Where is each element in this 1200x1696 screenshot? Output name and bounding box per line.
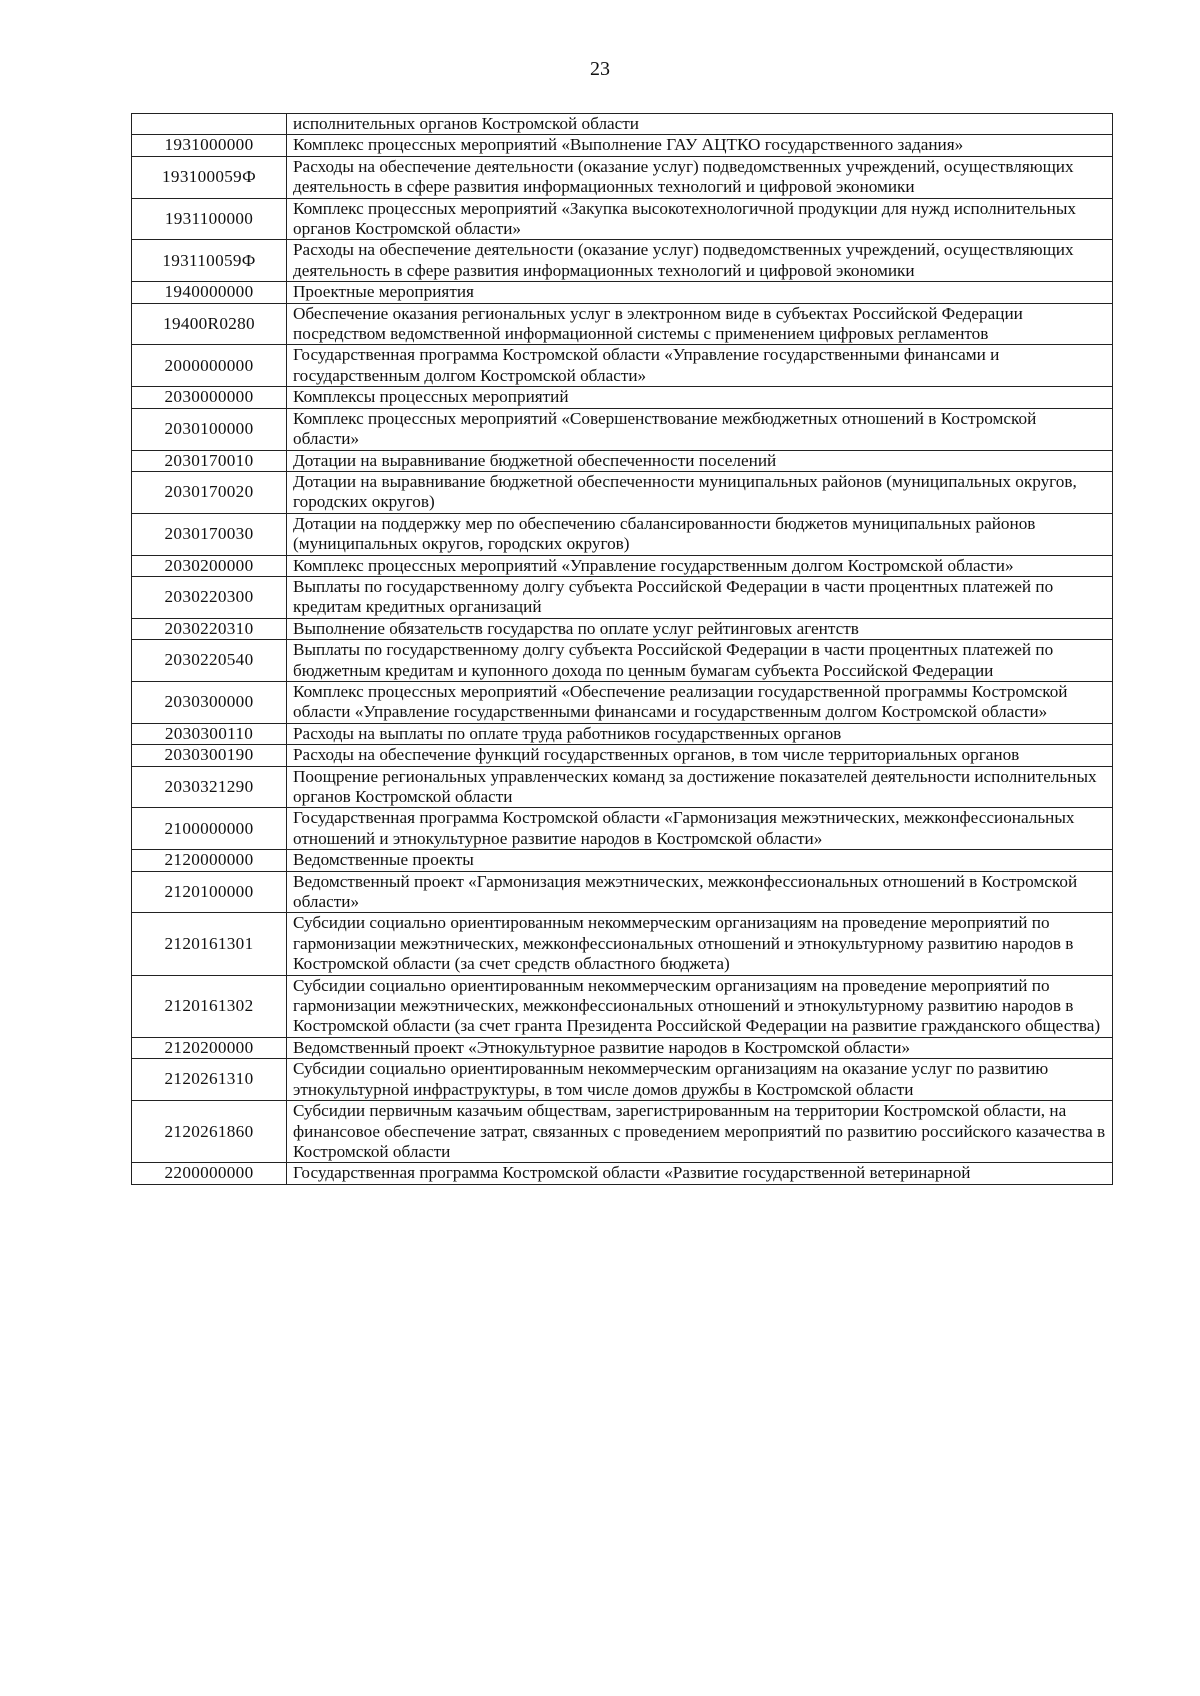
row-code-cell: 2100000000	[132, 808, 287, 850]
page-number: 23	[590, 58, 610, 80]
row-description-cell: Комплекс процессных мероприятий «Обеспечение реализации государственной программы Костромской области «Управление государственными финансами и государственным долгом Костромской области»	[287, 681, 1113, 723]
row-code-cell: 2030300190	[132, 745, 287, 766]
row-description-cell: исполнительных органов Костромской области	[287, 114, 1113, 135]
row-description-cell: Дотации на выравнивание бюджетной обеспеченности поселений	[287, 450, 1113, 471]
table-row	[132, 913, 1113, 975]
row-description-cell: Выплаты по государственному долгу субъекта Российской Федерации в части процентных платежей по бюджетным кредитам и купонного дохода по ценным бумагам субъекта Российской Федерации	[287, 640, 1113, 682]
table-row	[132, 850, 1113, 871]
row-code-cell: 2120161302	[132, 975, 287, 1037]
row-code-cell: 2030300000	[132, 681, 287, 723]
table-row	[132, 681, 1113, 723]
table-row	[132, 975, 1113, 1037]
table-row	[132, 156, 1113, 198]
row-code-cell: 2120200000	[132, 1037, 287, 1058]
table-row	[132, 135, 1113, 156]
table-row	[132, 766, 1113, 808]
table-row	[132, 1101, 1113, 1163]
budget-codes-table	[131, 113, 1113, 1185]
row-code-cell: 2030220300	[132, 576, 287, 618]
row-description-cell: Субсидии первичным казачьим обществам, зарегистрированным на территории Костромской области, на финансовое обеспечение затрат, связанных с проведением мероприятий по развитию российского казачества в Костромской области	[287, 1101, 1113, 1163]
table-row	[132, 471, 1113, 513]
row-code-cell: 2030100000	[132, 408, 287, 450]
row-code-cell: 1940000000	[132, 282, 287, 303]
row-code-cell: 2030170010	[132, 450, 287, 471]
row-description-cell: Выплаты по государственному долгу субъекта Российской Федерации в части процентных платежей по кредитам кредитных организаций	[287, 576, 1113, 618]
table-row	[132, 303, 1113, 345]
row-code-cell: 2120100000	[132, 871, 287, 913]
table-row	[132, 114, 1113, 135]
table-row	[132, 345, 1113, 387]
row-description-cell: Расходы на обеспечение функций государственных органов, в том числе территориальных органов	[287, 745, 1113, 766]
row-description-cell: Комплексы процессных мероприятий	[287, 387, 1113, 408]
row-code-cell: 2120261860	[132, 1101, 287, 1163]
row-description-cell: Проектные мероприятия	[287, 282, 1113, 303]
row-description-cell: Субсидии социально ориентированным некоммерческим организациям на проведение мероприятий по гармонизации межэтнических, межконфессиональных отношений и этнокультурному развитию народов в Костромской области (за счет средств областного бюджета)	[287, 913, 1113, 975]
row-description-cell: Выполнение обязательств государства по оплате услуг рейтинговых агентств	[287, 618, 1113, 639]
row-description-cell: Комплекс процессных мероприятий «Совершенствование межбюджетных отношений в Костромской области»	[287, 408, 1113, 450]
row-code-cell: 2030170020	[132, 471, 287, 513]
table-row	[132, 513, 1113, 555]
table-row	[132, 1163, 1113, 1184]
table-row	[132, 576, 1113, 618]
row-code-cell: 2200000000	[132, 1163, 287, 1184]
table-row	[132, 723, 1113, 744]
row-description-cell: Субсидии социально ориентированным некоммерческим организациям на оказание услуг по развитию этнокультурной инфраструктуры, в том числе домов дружбы в Костромской области	[287, 1059, 1113, 1101]
row-code-cell: 2000000000	[132, 345, 287, 387]
row-code-cell: 2030200000	[132, 555, 287, 576]
row-code-cell: 2030000000	[132, 387, 287, 408]
table-row	[132, 1059, 1113, 1101]
row-description-cell: Ведомственный проект «Этнокультурное развитие народов в Костромской области»	[287, 1037, 1113, 1058]
table-row	[132, 618, 1113, 639]
row-code-cell: 2120261310	[132, 1059, 287, 1101]
row-description-cell: Дотации на выравнивание бюджетной обеспеченности муниципальных районов (муниципальных округов, городских округов)	[287, 471, 1113, 513]
row-code-cell: 193100059Ф	[132, 156, 287, 198]
table-row	[132, 640, 1113, 682]
row-code-cell	[132, 114, 287, 135]
row-description-cell: Ведомственный проект «Гармонизация межэтнических, межконфессиональных отношений в Костромской области»	[287, 871, 1113, 913]
table-row	[132, 1037, 1113, 1058]
row-description-cell: Комплекс процессных мероприятий «Выполнение ГАУ АЦТКО государственного задания»	[287, 135, 1113, 156]
table-row	[132, 240, 1113, 282]
row-description-cell: Государственная программа Костромской области «Управление государственными финансами и государственным долгом Костромской области»	[287, 345, 1113, 387]
table-row	[132, 198, 1113, 240]
table-row	[132, 871, 1113, 913]
row-description-cell: Государственная программа Костромской области «Гармонизация межэтнических, межконфессиональных отношений и этнокультурное развитие народов в Костромской области»	[287, 808, 1113, 850]
row-description-cell: Поощрение региональных управленческих команд за достижение показателей деятельности исполнительных органов Костромской области	[287, 766, 1113, 808]
table-row	[132, 808, 1113, 850]
row-description-cell: Комплекс процессных мероприятий «Закупка высокотехнологичной продукции для нужд исполнительных органов Костромской области»	[287, 198, 1113, 240]
row-code-cell: 1931000000	[132, 135, 287, 156]
table-row	[132, 408, 1113, 450]
table-row	[132, 450, 1113, 471]
row-code-cell: 193110059Ф	[132, 240, 287, 282]
table-row	[132, 387, 1113, 408]
row-code-cell: 19400R0280	[132, 303, 287, 345]
row-code-cell: 2030170030	[132, 513, 287, 555]
row-description-cell: Ведомственные проекты	[287, 850, 1113, 871]
row-code-cell: 2120000000	[132, 850, 287, 871]
table-row	[132, 282, 1113, 303]
table-row	[132, 745, 1113, 766]
table-row	[132, 555, 1113, 576]
row-code-cell: 2030220540	[132, 640, 287, 682]
row-code-cell: 2120161301	[132, 913, 287, 975]
row-description-cell: Расходы на обеспечение деятельности (оказание услуг) подведомственных учреждений, осуществляющих деятельность в сфере развития информационных технологий и цифровой экономики	[287, 156, 1113, 198]
row-description-cell: Дотации на поддержку мер по обеспечению сбалансированности бюджетов муниципальных районов (муниципальных округов, городских округов)	[287, 513, 1113, 555]
row-description-cell: Расходы на выплаты по оплате труда работников государственных органов	[287, 723, 1113, 744]
row-code-cell: 2030220310	[132, 618, 287, 639]
row-description-cell: Обеспечение оказания региональных услуг в электронном виде в субъектах Российской Федерации посредством ведомственной информационной системы с применением цифровых регламентов	[287, 303, 1113, 345]
table-body	[132, 114, 1113, 1185]
row-description-cell: Расходы на обеспечение деятельности (оказание услуг) подведомственных учреждений, осуществляющих деятельность в сфере развития информационных технологий и цифровой экономики	[287, 240, 1113, 282]
row-description-cell: Субсидии социально ориентированным некоммерческим организациям на проведение мероприятий по гармонизации межэтнических, межконфессиональных отношений и этнокультурному развитию народов в Костромской области (за счет гранта Президента Российской Федерации на развитие гражданского общества)	[287, 975, 1113, 1037]
row-code-cell: 1931100000	[132, 198, 287, 240]
row-description-cell: Государственная программа Костромской области «Развитие государственной ветеринарной	[287, 1163, 1113, 1184]
row-description-cell: Комплекс процессных мероприятий «Управление государственным долгом Костромской области»	[287, 555, 1113, 576]
row-code-cell: 2030300110	[132, 723, 287, 744]
row-code-cell: 2030321290	[132, 766, 287, 808]
